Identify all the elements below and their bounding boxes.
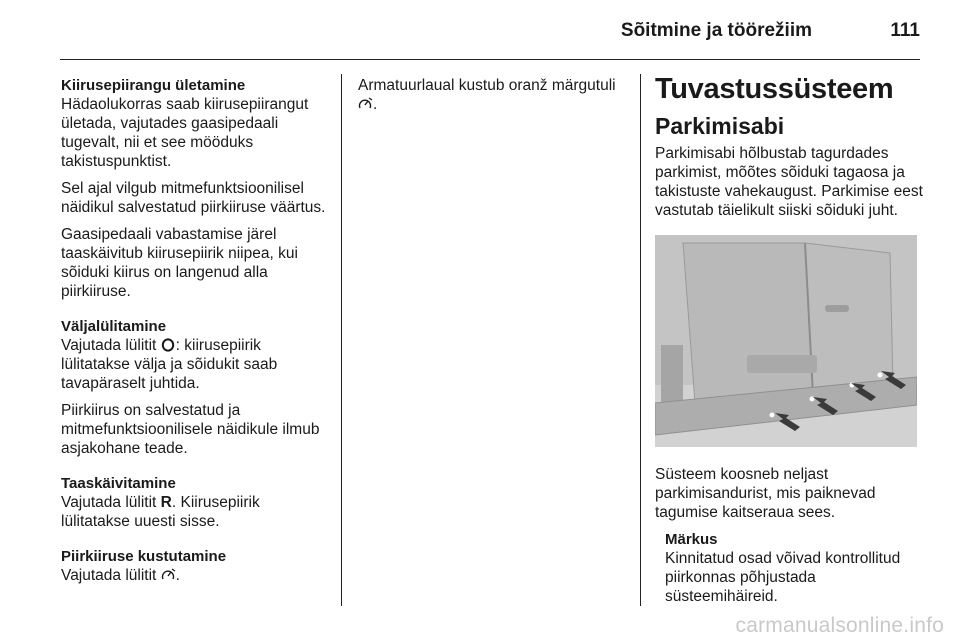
text-run: : kiirusepiirik lülitatakse välja ja sõidukit saab tavapäraselt juhtida. <box>61 337 278 392</box>
paragraph <box>61 493 329 531</box>
page-header-title: Sõitmine ja töörežiim <box>620 20 812 41</box>
section-title: Parkimisabi <box>655 113 785 139</box>
paragraph: Piirkiirus on salvestatud ja mitmefunktsioonilisele näidikule ilmub asjakohane teade. <box>61 402 320 457</box>
section-heading-resume: Taaskäivitamine <box>61 475 176 492</box>
column-2 <box>358 76 626 122</box>
rear-bumper-sensor-photo <box>655 235 917 447</box>
chapter-title: Tuvastussüsteem <box>655 73 894 105</box>
paragraph: Sel ajal vilgub mitmefunktsioonilisel näidikul salvestatud piirkiiruse väärtus. <box>61 180 326 216</box>
paragraph: Süsteem koosneb neljast parkimisandurist, mis paiknevad tagumise kaitseraua sees. <box>655 466 876 521</box>
paragraph <box>358 76 626 114</box>
paragraph: Hädaolukorras saab kiirusepiirangut ületada, vajutades gaasipedaali tugevalt, nii et see mööduks takistuspunktist. <box>61 96 309 170</box>
column-divider-2 <box>640 74 641 606</box>
text-run: Armatuurlaual kustub oranž märgutuli <box>358 77 616 94</box>
column-3 <box>655 72 923 614</box>
note-text: Kinnitatud osad võivad kontrollitud piirkonnas põhjustada süsteemihäireid. <box>665 550 901 605</box>
note-box <box>655 530 923 606</box>
speed-limiter-icon <box>358 97 373 111</box>
paragraph <box>61 336 329 393</box>
paragraph <box>61 566 329 585</box>
text-run: Vajutada lülitit <box>61 494 161 511</box>
text-run: . <box>175 567 180 584</box>
text-run: Vajutada lülitit <box>61 567 161 584</box>
speed-limiter-icon <box>161 568 176 582</box>
column-1 <box>61 76 329 593</box>
watermark: carmanualsonline.info <box>735 614 944 637</box>
page-number: 111 <box>890 20 920 41</box>
resume-key-label: R <box>160 494 172 511</box>
circle-o-icon <box>161 338 176 352</box>
van-rear-illustration <box>655 235 917 447</box>
section-heading-disable: Väljalülitamine <box>61 318 167 335</box>
paragraph: Parkimisabi hõlbustab tagurdades parkimist, mõõtes sõiduki tagaosa ja takistuste vahekaugust. Parkimise eest vastutab täielikult siiski sõiduki juht. <box>655 145 923 219</box>
text-run: Vajutada lülitit <box>61 337 161 354</box>
note-heading: Märkus <box>665 531 718 548</box>
paragraph: Gaasipedaali vabastamise järel taaskäivitub kiirusepiirik niipea, kui sõiduki kiirus on langenud alla piirkiiruse. <box>61 226 298 300</box>
section-heading-clear: Piirkiiruse kustutamine <box>61 548 227 565</box>
text-run: . <box>373 96 378 113</box>
section-heading-override: Kiirusepiirangu ületamine <box>61 77 246 94</box>
text-run: . Kiirusepiirik lülitatakse uuesti sisse. <box>61 494 260 530</box>
header-divider <box>60 59 920 60</box>
column-divider-1 <box>341 74 342 606</box>
